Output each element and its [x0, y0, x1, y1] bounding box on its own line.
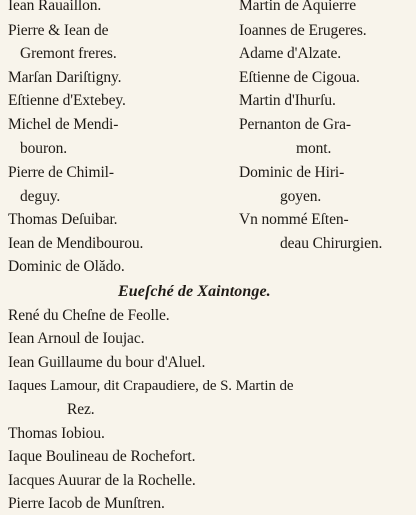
left-entry-8: Iean de Mendibourou. — [8, 235, 144, 252]
right-entry-8: Vn nommé Eſten- — [239, 211, 349, 228]
section-entry-7: Iacques Auurar de la Rochelle. — [8, 472, 196, 489]
right-entry-6: Pernanton de Gra- — [239, 116, 351, 133]
right-entry-6-cont: mont. — [296, 140, 332, 157]
right-entry-5: Martin d'Ihurſu. — [239, 92, 336, 109]
section-heading: Eueſché de Xaintonge. — [118, 283, 271, 300]
right-entry-2: Ioannes de Erugeres. — [239, 22, 367, 39]
right-entry-7: Dominic de Hiri- — [239, 164, 345, 181]
right-entry-7-cont: goyen. — [280, 188, 322, 205]
section-entry-4: Iaques Lamour, dit Crapaudiere, de S. Martin de — [8, 378, 294, 394]
left-entry-2-cont: Gremont freres. — [20, 45, 117, 62]
right-entry-8-cont: deau Chirurgien. — [280, 235, 383, 252]
section-entry-2: Iean Arnoul de Ioujac. — [8, 330, 145, 347]
left-entry-4: Eſtienne d'Extebey. — [8, 92, 126, 109]
right-entry-3: Adame d'Alzate. — [239, 45, 341, 62]
left-entry-6: Pierre de Chimil- — [8, 164, 114, 181]
section-entry-6: Iaque Boulineau de Rochefort. — [8, 448, 196, 465]
section-entry-1: René du Cheſne de Feolle. — [8, 307, 170, 324]
right-entry-1: Martin de Aquierre — [239, 0, 356, 14]
section-entry-5: Thomas Iobiou. — [8, 425, 105, 442]
left-entry-6-cont: deguy. — [20, 188, 61, 205]
left-entry-1: Iean Rauaillon. — [8, 0, 102, 14]
left-entry-2: Pierre & Iean de — [8, 22, 109, 39]
section-entry-3: Iean Guillaume du bour d'Aluel. — [8, 354, 206, 371]
left-entry-5-cont: bouron. — [20, 140, 68, 157]
section-entry-4-cont: Rez. — [67, 401, 95, 418]
right-entry-4: Eſtienne de Cigoua. — [239, 69, 360, 86]
left-entry-7: Thomas Deſuibar. — [8, 211, 118, 228]
left-entry-9: Dominic de Olădo. — [8, 258, 125, 275]
section-entry-8: Pierre Iacob de Munſtren. — [8, 495, 165, 512]
left-entry-5: Michel de Mendi- — [8, 116, 119, 133]
left-entry-3: Marſan Dariſtigny. — [8, 69, 122, 86]
